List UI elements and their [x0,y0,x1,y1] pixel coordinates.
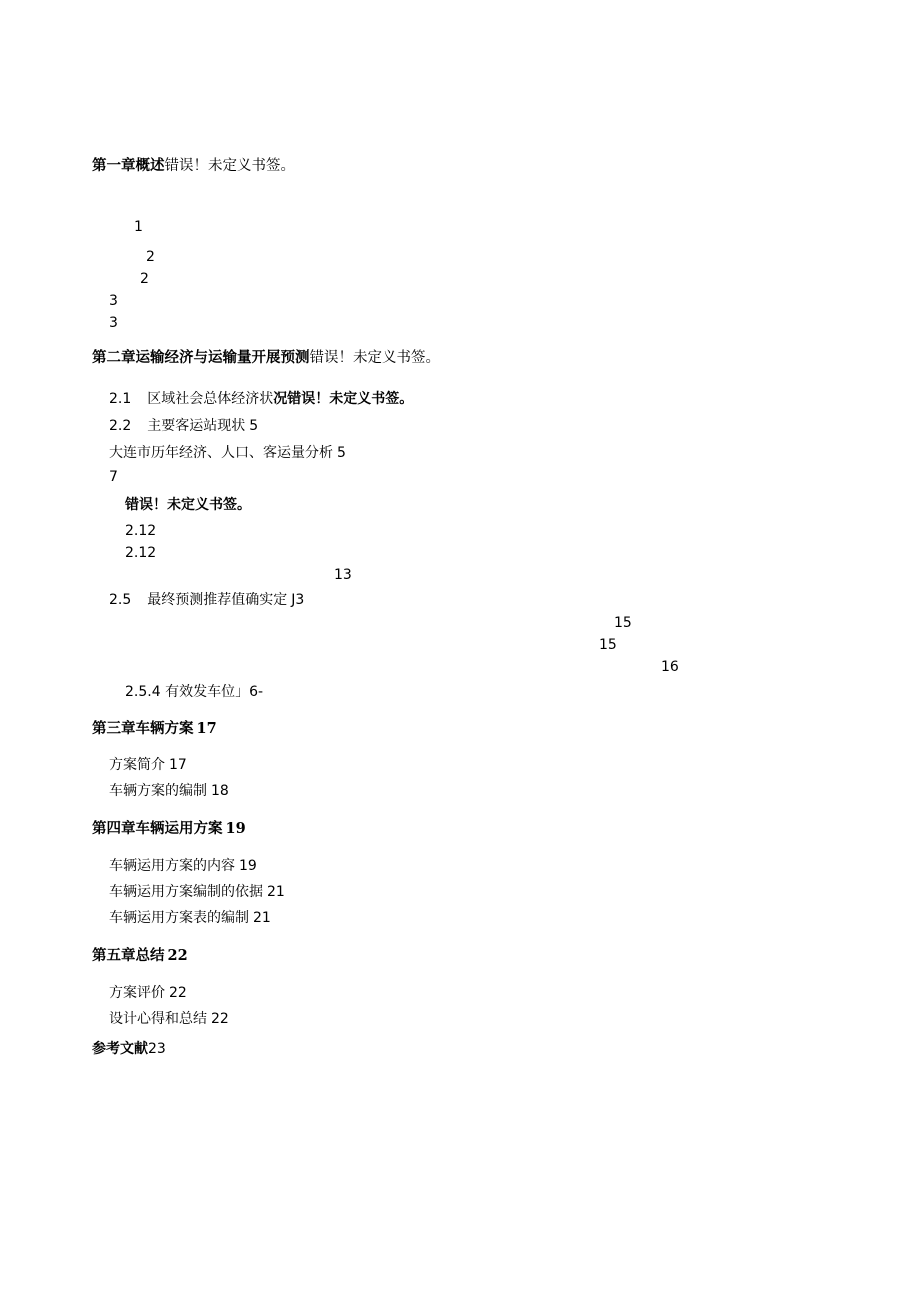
toc-section[interactable] [109,1010,229,1028]
toc-page-number[interactable]: 3 [109,293,118,309]
toc-chapter-title: 第一章概述 [92,158,165,174]
toc-page-number: 22 [167,947,188,964]
toc-page-number: 23 [148,1041,166,1057]
toc-page-number[interactable]: 2 [146,249,155,265]
toc-section-title: 主要客运站现状 [147,418,246,434]
toc-references[interactable] [92,1040,166,1058]
toc-section-title: 车辆运用方案的内容 [109,858,235,874]
toc-chapter-3[interactable] [92,720,217,738]
toc-page-number[interactable]: 2.12 [125,545,157,561]
toc-page-number[interactable]: 2 [140,271,149,287]
toc-section-title: 2.5.4 有效发车位」 [125,684,250,700]
toc-chapter-title: 第四章车辆运用方案 [92,821,223,837]
toc-section-title: 大连市历年经济、人口、客运量分析 [109,445,333,461]
toc-section-title: 车辆运用方案编制的依据 [109,884,263,900]
toc-page-number: 17 [169,757,187,773]
toc-section-2-1[interactable] [109,390,413,408]
toc-section[interactable] [109,909,271,927]
toc-chapter-2[interactable] [92,349,440,367]
toc-page-number[interactable]: 15 [614,615,632,631]
toc-chapter-title: 参考文献 [92,1041,148,1057]
toc-page-number: 22 [169,985,187,1001]
toc-section[interactable] [109,857,257,875]
toc-error-text[interactable]: 错误！未定义书签。 [125,497,251,513]
toc-page-number: 5 [249,418,259,434]
toc-page-number[interactable]: 1 [134,219,143,235]
toc-section-number: 2.2 [109,418,132,434]
toc-chapter-title: 第五章总结 [92,948,165,964]
toc-section-title: 方案评价 [109,985,165,1001]
toc-page-number[interactable]: 16 [661,659,679,675]
toc-page-number: 6- [249,684,264,700]
toc-chapter-title: 第三章车辆方案 [92,721,194,737]
toc-page-number[interactable]: 2.12 [125,523,157,539]
toc-page-number: 18 [211,783,229,799]
toc-page-number[interactable]: 13 [334,567,352,583]
toc-section[interactable] [109,984,187,1002]
toc-chapter-4[interactable] [92,820,246,838]
toc-page-number: 5 [337,445,346,461]
toc-section-2-5[interactable] [109,591,304,609]
toc-page-number[interactable]: 15 [599,637,617,653]
toc-section-title: 车辆方案的编制 [109,783,207,799]
toc-page-number[interactable]: 7 [109,469,118,485]
toc-section[interactable] [109,883,285,901]
toc-chapter-title: 第二章运输经济与运输量开展预测 [92,350,310,366]
toc-error-text: 况错误！未定义书签。 [273,391,414,407]
toc-subsection-2-5-4[interactable] [125,683,263,701]
toc-page-number: J3 [291,592,305,608]
toc-page-number[interactable]: 3 [109,315,118,331]
toc-page-number: 21 [253,910,271,926]
toc-section-number: 2.1 [109,391,132,407]
toc-subsection[interactable] [109,444,346,462]
toc-error-text: 错误！未定义书签。 [164,158,295,174]
toc-section-title: 区域社会总体经济状 [147,391,274,407]
toc-page-number: 19 [225,820,246,837]
toc-page-number: 19 [239,858,257,874]
toc-section[interactable] [109,756,187,774]
toc-chapter-5[interactable] [92,947,188,965]
toc-section-title: 车辆运用方案表的编制 [109,910,249,926]
toc-error-text: 错误！未定义书签。 [309,350,440,366]
toc-section-number: 2.5 [109,592,132,608]
toc-section[interactable] [109,782,229,800]
toc-page-number: 22 [211,1011,229,1027]
toc-section-title: 方案简介 [109,757,165,773]
toc-section-title: 最终预测推荐值确实定 [147,592,288,608]
toc-section-title: 设计心得和总结 [109,1011,207,1027]
toc-page-number: 17 [196,720,217,737]
toc-page-number: 21 [267,884,285,900]
toc-section-2-2[interactable] [109,417,258,435]
toc-chapter-1[interactable] [92,157,295,175]
